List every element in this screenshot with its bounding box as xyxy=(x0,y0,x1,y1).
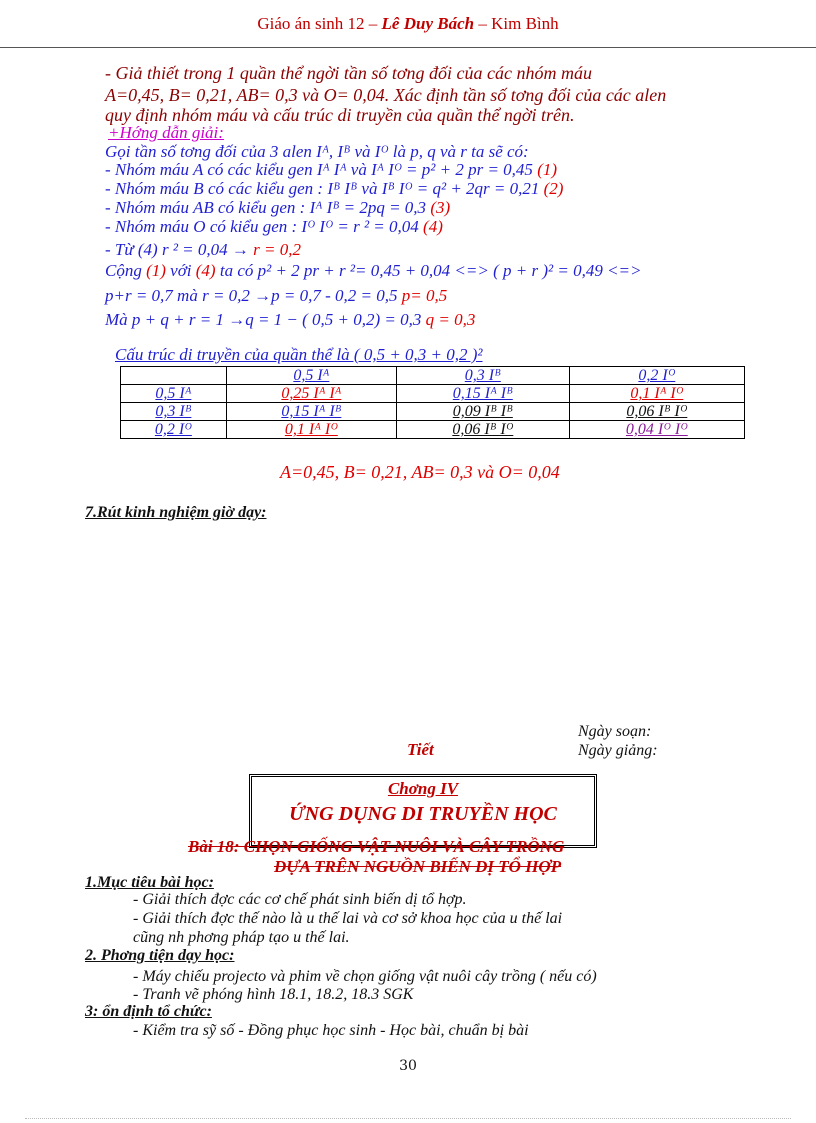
lesson-title-1: : CHỌN GIỐNG VẬT NUÔI VÀ CÂY TRỒNG xyxy=(233,837,565,856)
genotype-table xyxy=(120,366,745,439)
table-cell: 0,15 Iᴬ Iᴮ xyxy=(226,403,396,421)
group-o-text: - Nhóm máu O có kiểu gen : Iᴼ Iᴼ = r ² = 0,04 xyxy=(105,217,419,236)
group-ab-tag: (3) xyxy=(430,198,451,217)
table-row xyxy=(121,385,745,403)
solution-group-o xyxy=(105,217,443,237)
solution-group-b xyxy=(105,179,563,199)
table-cell: 0,5 Iᴬ xyxy=(121,385,227,403)
page-number: 30 xyxy=(399,1058,417,1074)
section-1-title: 1.Mục tiêu bài học: xyxy=(85,874,214,891)
table-cell: 0,15 Iᴬ Iᴮ xyxy=(396,385,569,403)
table-cell: 0,2 Iᴼ xyxy=(121,421,227,439)
date-prepared: Ngày soạn: xyxy=(578,723,652,740)
section-3-title: 3: ổn định tổ chức: xyxy=(85,1003,212,1020)
step-3 xyxy=(105,286,447,306)
lesson-title-line-1 xyxy=(188,837,564,857)
table-row xyxy=(121,403,745,421)
header-rule xyxy=(0,47,816,48)
lesson-title-line-2: DỰA TRÊN NGUỒN BIẾN DỊ TỔ HỢP xyxy=(274,857,562,876)
table-cell: 0,06 Iᴮ Iᴼ xyxy=(569,403,744,421)
step-3-text: p+r = 0,7 mà r = 0,2 →p = 0,7 - 0,2 = 0,5 xyxy=(105,286,402,305)
table-cell: 0,2 Iᴼ xyxy=(569,367,744,385)
step-1-result: r = 0,2 xyxy=(253,240,301,259)
step-3-result: p= 0,5 xyxy=(401,286,448,305)
header-author: Lê Duy Bách xyxy=(381,14,475,33)
step-4 xyxy=(105,310,475,330)
group-o-tag: (4) xyxy=(423,217,443,236)
group-b-text: - Nhóm máu B có các kiểu gen : Iᴮ Iᴮ và Iᴮ Iᴼ = q² + 2qr = 0,21 xyxy=(105,179,540,198)
header-pre: Giáo án sinh 12 – xyxy=(257,14,382,33)
lesson-period: Tiết xyxy=(407,740,434,759)
group-a-tag: (1) xyxy=(537,160,558,179)
problem-line-2: A=0,45, B= 0,21, AB= 0,3 và O= 0,04. Xác định tần số tơng đối của các alen xyxy=(105,85,667,105)
structure-line: Cấu trúc di truyền của quần thể là ( 0,5 + 0,3 + 0,2 )² xyxy=(115,345,483,364)
table-cell: 0,06 Iᴮ Iᴼ xyxy=(396,421,569,439)
section-7-title: 7.Rút kinh nghiệm giờ dạy: xyxy=(85,504,267,521)
result-line: A=0,45, B= 0,21, AB= 0,3 và O= 0,04 xyxy=(280,462,560,482)
header-post: – Kim Bình xyxy=(474,14,559,33)
objective-3: cũng nh phơng pháp tạo u thế lai. xyxy=(133,929,350,946)
equipment-2: - Tranh vẽ phóng hình 18.1, 18.2, 18.3 SGK xyxy=(133,986,414,1003)
chapter-title: Chơng IV xyxy=(387,779,459,798)
problem-line-1: - Giả thiết trong 1 quần thể ngời tần số tơng đối của các nhóm máu xyxy=(105,63,593,83)
table-cell xyxy=(121,367,227,385)
page-header xyxy=(0,14,816,34)
step-4-text: Mà p + q + r = 1 →q = 1 − ( 0,5 + 0,2) = 0,3 xyxy=(105,310,426,329)
solution-heading: +Hớng dẫn giải: xyxy=(108,123,224,142)
table-cell: 0,09 Iᴮ Iᴮ xyxy=(396,403,569,421)
problem-line-3: quy định nhóm máu và cấu trúc di truyền của quần thể ngời trên. xyxy=(105,105,575,125)
table-cell: 0,5 Iᴬ xyxy=(226,367,396,385)
step-1-text: - Từ (4) r ² = 0,04 → xyxy=(105,240,254,259)
table-cell: 0,3 Iᴮ xyxy=(121,403,227,421)
equipment-1: - Máy chiếu projecto và phim về chọn giống vật nuôi cây trồng ( nếu có) xyxy=(133,968,597,985)
lesson-number: Bài 18 xyxy=(188,837,234,856)
group-ab-text: - Nhóm máu AB có kiểu gen : Iᴬ Iᴮ = 2pq = 0,3 xyxy=(105,198,427,217)
step-2-tag1: (1) xyxy=(146,261,166,280)
objective-1: - Giải thích đợc các cơ chế phát sinh biến dị tổ hợp. xyxy=(133,891,467,908)
organization-1: - Kiểm tra sỹ số - Đồng phục học sinh - Học bài, chuẩn bị bài xyxy=(133,1022,529,1039)
solution-intro: Gọi tần số tơng đối của 3 alen Iᴬ, Iᴮ và Iᴼ là p, q và r ta sẽ có: xyxy=(105,142,529,161)
step-2 xyxy=(105,261,641,281)
step-2-tag2: (4) xyxy=(195,261,216,280)
step-2-a: Cộng xyxy=(105,261,147,280)
table-cell: 0,3 Iᴮ xyxy=(396,367,569,385)
footer-rule xyxy=(25,1118,791,1119)
table-cell: 0,04 Iᴼ Iᴼ xyxy=(569,421,744,439)
step-2-b: với xyxy=(165,261,196,280)
objective-2: - Giải thích đợc thế nào là u thế lai và cơ sở khoa học của u thế lai xyxy=(133,910,563,927)
table-cell: 0,1 Iᴬ Iᴼ xyxy=(226,421,396,439)
table-cell: 0,1 Iᴬ Iᴼ xyxy=(569,385,744,403)
table-cell: 0,25 Iᴬ Iᴬ xyxy=(226,385,396,403)
step-2-c: ta có p² + 2 pr + r ²= 0,45 + 0,04 <=> ( p + r )² = 0,49 <=> xyxy=(215,261,642,280)
solution-group-a xyxy=(105,160,557,180)
step-4-result: q = 0,3 xyxy=(425,310,476,329)
date-taught: Ngày giảng: xyxy=(578,742,658,759)
step-1 xyxy=(105,240,301,260)
table-header-row xyxy=(121,367,745,385)
solution-group-ab xyxy=(105,198,450,218)
table-row xyxy=(121,421,745,439)
group-b-tag: (2) xyxy=(543,179,564,198)
group-a-text: - Nhóm máu A có các kiểu gen Iᴬ Iᴬ và Iᴬ Iᴼ = p² + 2 pr = 0,45 xyxy=(105,160,533,179)
section-2-title: 2. Phơng tiện dạy học: xyxy=(85,947,235,964)
chapter-subtitle: ỨNG DỤNG DI TRUYỀN HỌC xyxy=(289,803,557,825)
